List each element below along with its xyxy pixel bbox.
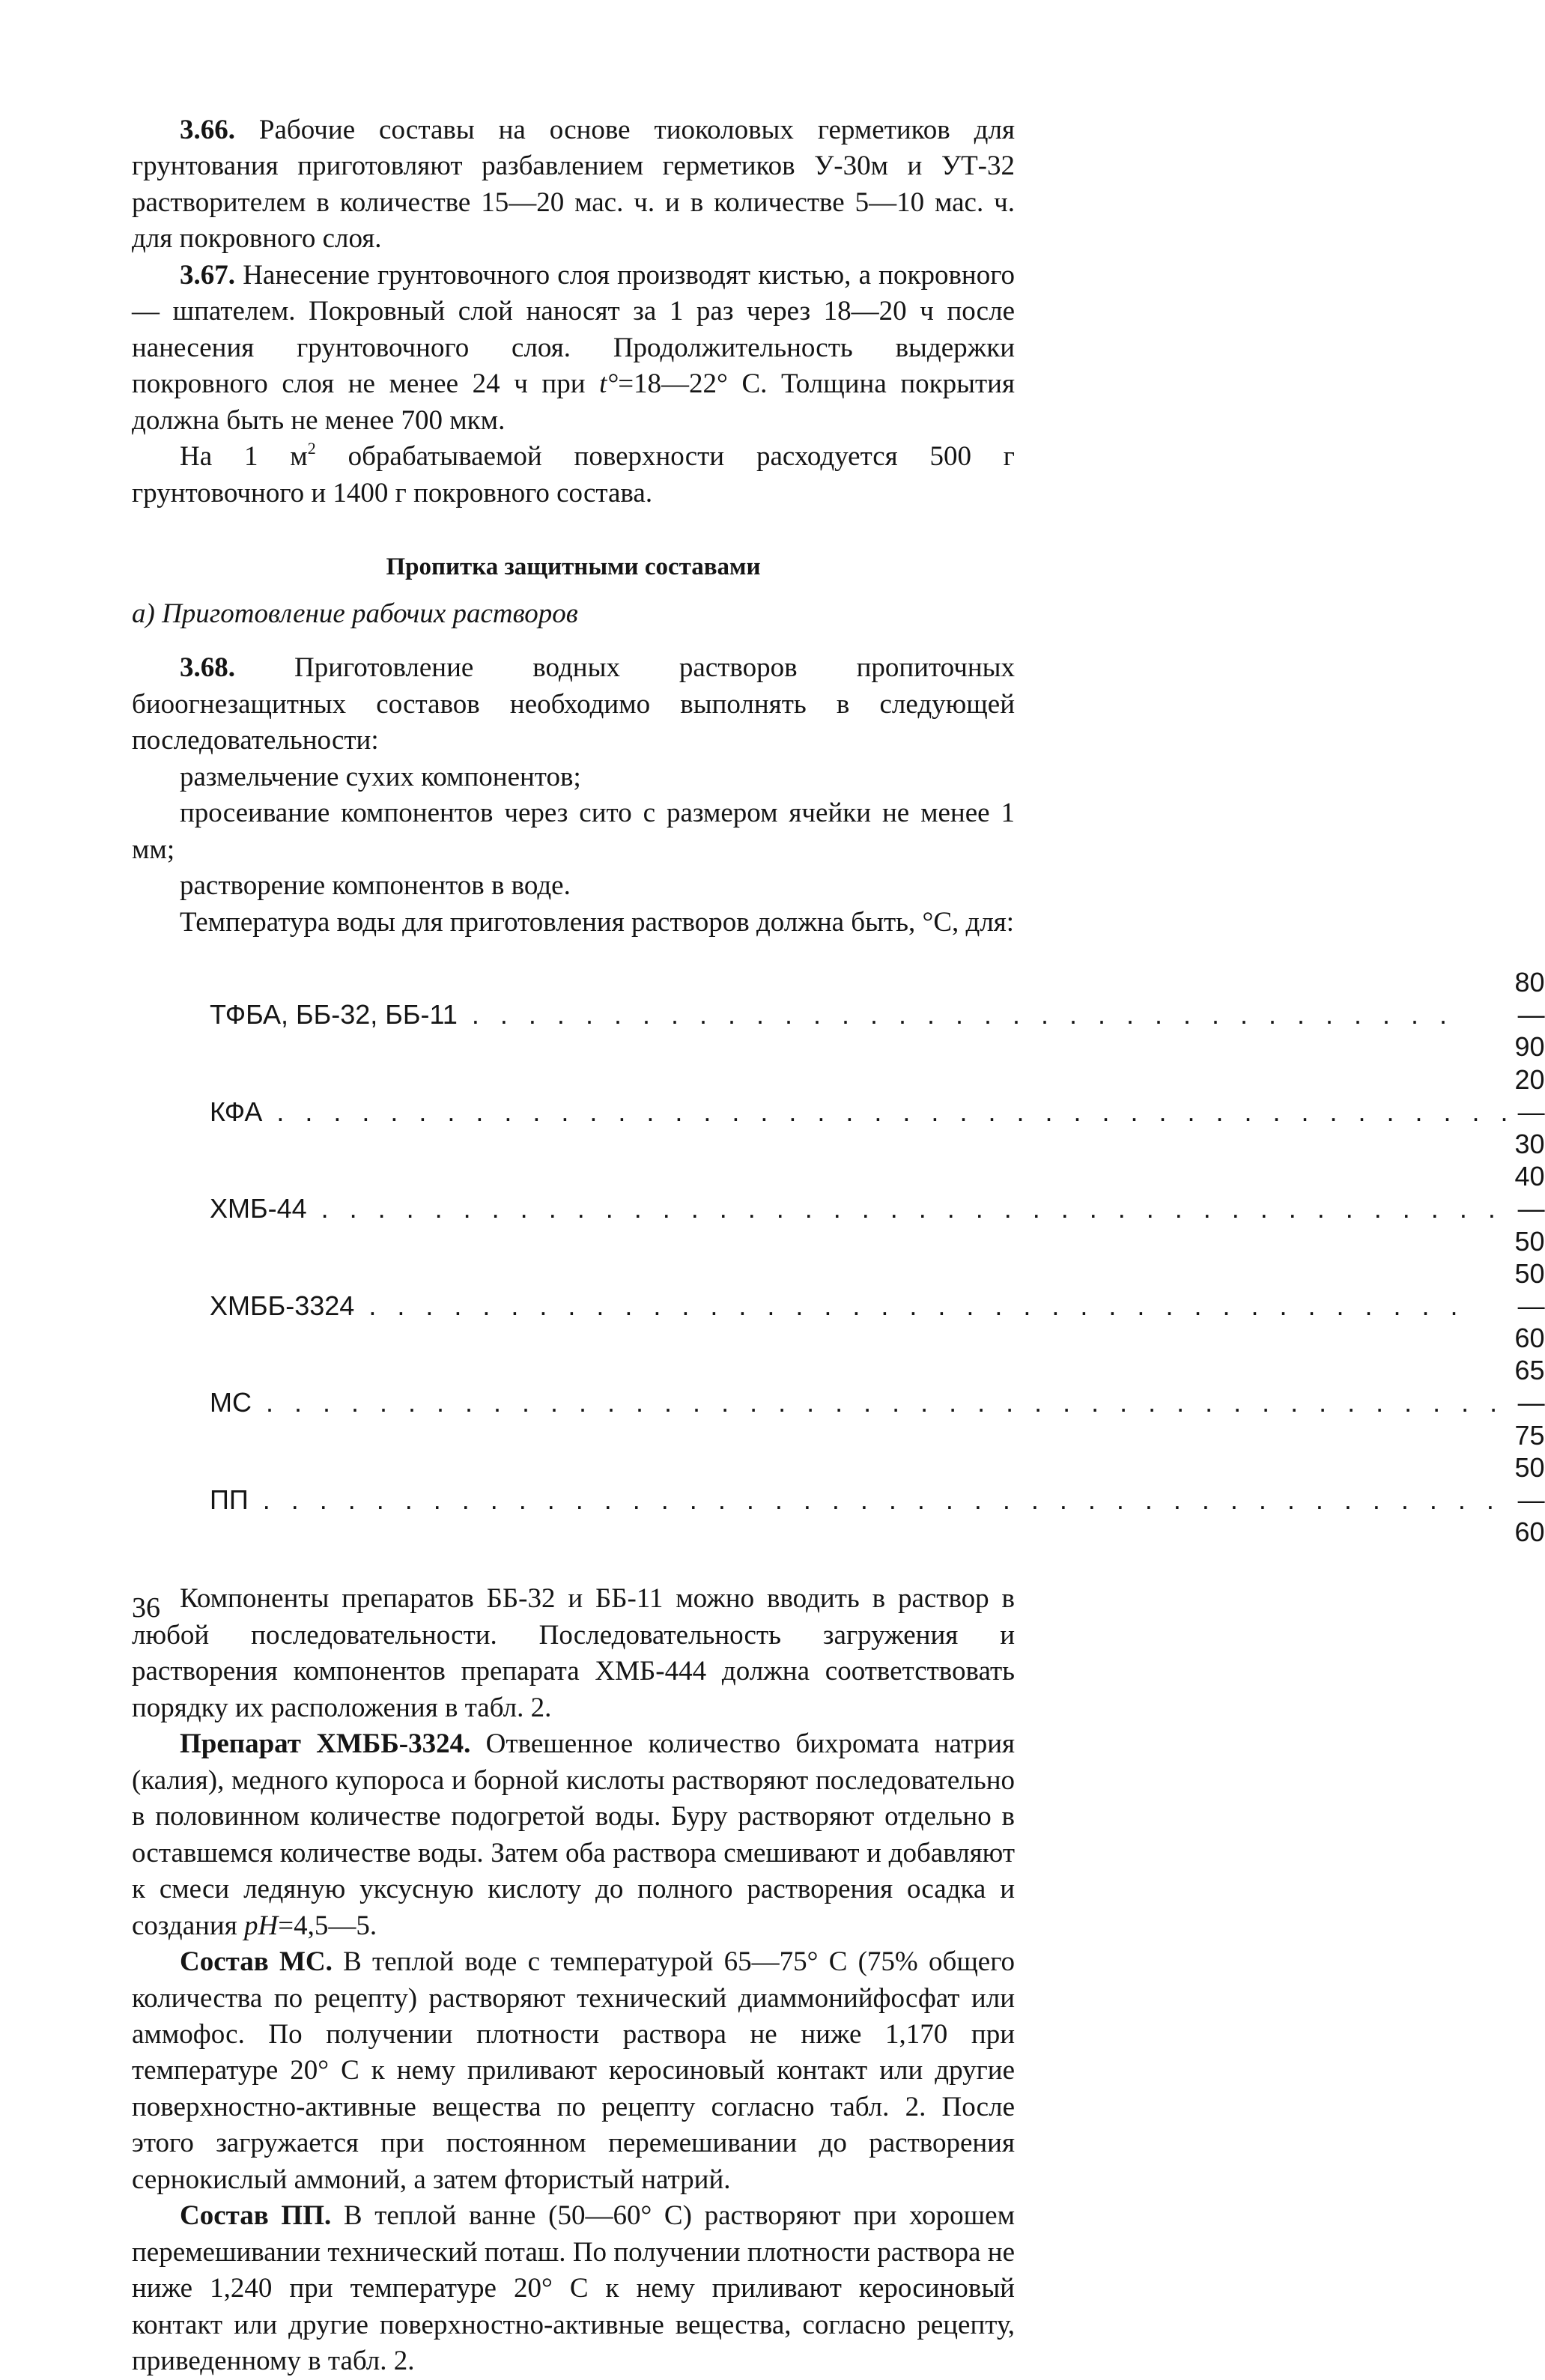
list-item: просеивание компонентов через сито с размером ячейки не менее 1 мм; xyxy=(132,798,1015,865)
paragraph-text: Отвешенное количество бихромата натрия (калия), медного купороса и борной кислоты растворяют последовательно в половинном количестве подогретой воды. Буру растворяют отдельно в оставшемся количестве воды. Затем оба раствора смешивают и добавляют к смеси ледяную уксусную кислоту до полного растворения осадка и создания xyxy=(132,1728,1016,1941)
clause-number: 3.68. xyxy=(180,652,235,684)
composition-name: ХМБ-44 . . . . . . . . . . . . . . . . . . . . . . . . . . . . . . . . . . . . . . . . . . xyxy=(210,1193,1502,1224)
temperature-range: 20—30 xyxy=(1514,1063,1545,1159)
temperature-symbol: t° xyxy=(599,368,619,400)
list-item: размельчение сухих компонентов; xyxy=(180,761,581,792)
paragraph-text: В теплой воде с температурой 65—75° С (75% общего количества по рецепту) растворяют технический диаммонийфосфат или аммофос. По получении плотности раствора не ниже 1,170 при температуре 20° С к нему приливают керосиновый контакт или другие поверхностно-активные вещества по рецепту согласно табл. 2. После этого загружается при постоянном перемешивании до растворения сернокислый аммоний, а затем фтористый натрий. xyxy=(132,1946,1015,2195)
composition-name: ХМББ-3324 . . . . . . . . . . . . . . . . . . . . . . . . . . . . . . . . . . . . . . . xyxy=(210,1290,1465,1321)
temperature-range: 40—50 xyxy=(1514,1161,1545,1257)
paragraph-3-67 xyxy=(132,258,1015,439)
consumption-text: обрабатываемой поверхности расходуется 500 г грунтовочного и 1400 г покровного состава. xyxy=(132,441,1015,509)
clause-text: Рабочие составы на основе тиоколовых герметиков для грунтования приготовляют разбавлением герметиков У-30м и УТ-32 растворителем в количестве 15—20 мас. ч. и в количестве 5—10 мас. ч. для покровного слоя. xyxy=(132,115,1015,255)
paragraph-pp xyxy=(132,2198,1015,2379)
table-row xyxy=(210,1063,1545,1161)
clause-number: 3.67. xyxy=(180,259,235,291)
temperature-intro: Температура воды для приготовления растворов должна быть, °С, для: xyxy=(180,906,1015,938)
leader-dots: . . . . . . . . . . . . . . . . . . . . . . . . . . . . . . . . . . . . . . . . . . xyxy=(306,1193,1502,1224)
ph-symbol: рН xyxy=(244,1910,279,1941)
leader-dots: . . . . . . . . . . . . . . . . . . . . . . . . . . . . . . . . . . . . . . . . . . . . xyxy=(252,1387,1505,1418)
text-column xyxy=(132,112,1545,2380)
composition-name: МС . . . . . . . . . . . . . . . . . . . . . . . . . . . . . . . . . . . . . . . . . . . . xyxy=(210,1387,1505,1418)
table-row xyxy=(210,1354,1545,1451)
table-row xyxy=(210,966,1545,1063)
paragraph-consumption xyxy=(132,439,1015,511)
paragraph-3-68 xyxy=(132,650,1015,759)
paragraph-ms xyxy=(132,1944,1015,2198)
paragraph-text: В теплой ванне (50—60° С) растворяют при хорошем перемешивании технический поташ. По получении плотности раствора не ниже 1,240 при температуре 20° С к нему приливают керосиновый контакт или другие поверхностно-активные вещества, согласно рецепту, приведенному в табл. 2. xyxy=(132,2200,1016,2377)
temperature-range: 65—75 xyxy=(1514,1355,1545,1451)
subsection-heading: а) Приготовление рабочих растворов xyxy=(132,598,578,630)
table-row xyxy=(210,1451,1545,1549)
paragraph-3-66 xyxy=(132,112,1015,258)
run-in-heading: Состав МС. xyxy=(180,1946,333,1978)
section-heading: Пропитка защитными составами xyxy=(386,553,761,581)
run-in-heading: Препарат ХМББ-3324. xyxy=(180,1728,471,1760)
paragraph-text: =4,5—5. xyxy=(278,1910,377,1941)
leader-dots: . . . . . . . . . . . . . . . . . . . . . . . . . . . . . . . . . . . . . . . . . . . . xyxy=(262,1096,1515,1127)
clause-text: Приготовление водных растворов пропиточных биоогнезащитных составов необходимо выполнять в следующей последовательности: xyxy=(132,652,1015,756)
clause-text: =18—22° С. Толщина покрытия должна быть не менее 700 мкм. xyxy=(132,368,1016,436)
temperature-range: 50—60 xyxy=(1514,1257,1545,1354)
table-row xyxy=(210,1257,1545,1355)
temperature-range: 80—90 xyxy=(1514,967,1545,1063)
page-number: 36 xyxy=(132,1592,160,1624)
composition-name: ТФБА, ББ-32, ББ-11 . . . . . . . . . . . . . . . . . . . . . . . . . . . . . . . . . . . xyxy=(210,999,1454,1030)
composition-name: КФА . . . . . . . . . . . . . . . . . . . . . . . . . . . . . . . . . . . . . . . . . . . . xyxy=(210,1096,1515,1127)
temperature-table xyxy=(210,966,1545,1548)
paragraph-components: Компоненты препаратов ББ-32 и ББ-11 можно вводить в раствор в любой последовательности. Последовательность загружения и растворения компонентов препарата ХМБ-444 должна соответствовать порядку их расположения в табл. 2. xyxy=(132,1583,1015,1723)
temperature-range: 50—60 xyxy=(1514,1451,1545,1548)
superscript: 2 xyxy=(307,439,316,458)
paragraph-hmbb-3324 xyxy=(132,1726,1015,1944)
leader-dots: . . . . . . . . . . . . . . . . . . . . . . . . . . . . . . . . . . . . . . . xyxy=(354,1290,1465,1321)
consumption-text: На 1 м xyxy=(180,441,308,473)
leader-dots: . . . . . . . . . . . . . . . . . . . . . . . . . . . . . . . . . . . xyxy=(457,999,1454,1030)
table-row xyxy=(210,1160,1545,1257)
run-in-heading: Состав ПП. xyxy=(180,2200,332,2232)
clause-number: 3.66. xyxy=(180,115,235,145)
clause-text: Нанесение грунтовочного слоя производят кистью, а покровного — шпателем. Покровный слой наносят за 1 раз через 18—20 ч после нанесения грунтовочного слоя. Продолжительность выдержки покровного слоя не менее 24 ч при xyxy=(132,259,1015,400)
list-item: растворение компонентов в воде. xyxy=(180,870,571,902)
leader-dots: . . . . . . . . . . . . . . . . . . . . . . . . . . . . . . . . . . . . . . . . . . . . xyxy=(248,1484,1501,1515)
composition-name: ПП . . . . . . . . . . . . . . . . . . . . . . . . . . . . . . . . . . . . . . . . . . . . xyxy=(210,1484,1501,1515)
